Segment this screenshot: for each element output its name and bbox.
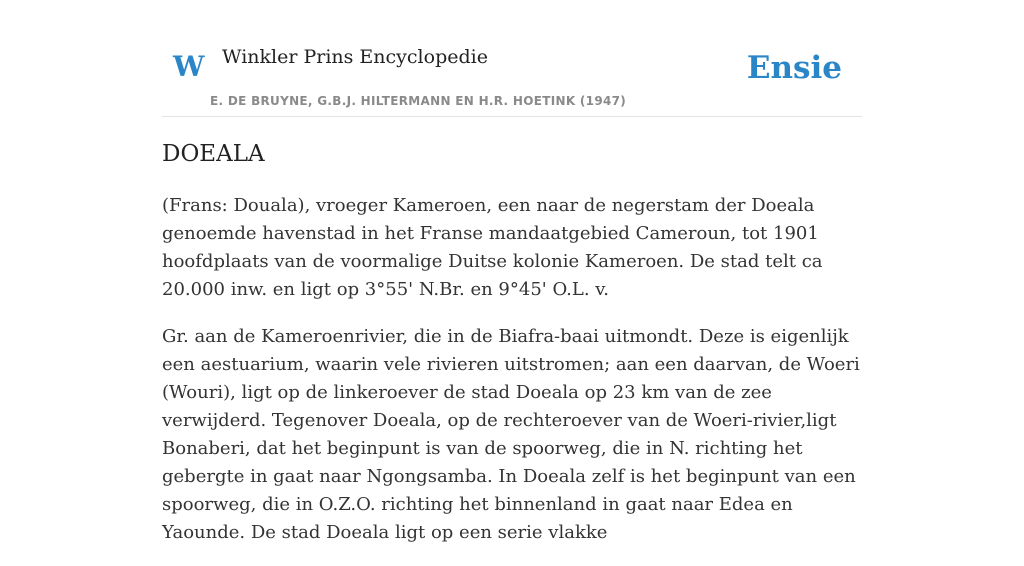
source-title-link[interactable]: Winkler Prins Encyclopedie (222, 46, 488, 68)
entry-body (162, 192, 862, 566)
ensie-logo[interactable]: Ensie (746, 50, 842, 86)
source-header (162, 0, 862, 117)
entry-paragraph: (Frans: Douala), vroeger Kameroen, een naar de negerstam der Doeala genoemde havenstad in het Franse mandaatgebied Cameroun, tot 1901 hoofdplaats van de voormalige Duitse kolonie Kameroen. De stad telt ca 20.000 inw. en ligt op 3°55' N.Br. en 9°45' O.L. v. (162, 195, 823, 300)
page (162, 0, 862, 543)
entry-title: DOEALA (162, 141, 265, 167)
source-authors: E. DE BRUYNE, G.B.J. HILTERMANN EN H.R. HOETINK (1947) (210, 94, 627, 108)
winkler-prins-logo-icon[interactable]: W (173, 50, 205, 83)
entry-paragraph: Gr. aan de Kameroenrivier, die in de Biafra-baai uitmondt. Deze is eigenlijk een aestuarium, waarin vele rivieren uitstromen; aan een daarvan, de Woeri (Wouri), ligt op de linkeroever de stad Doeala op 23 km van de zee verwijderd. Tegenover Doeala, op de rechteroever van de Woeri-rivier,ligt Bonaberi, dat het beginpunt is van de spoorweg, die in N. richting het gebergte in gaat naar Ngongsamba. In Doeala zelf is het beginpunt van een spoorweg, die in O.Z.O. richting het binnenland in gaat naar Edea en Yaounde. De stad Doeala ligt op een serie vlakke (162, 326, 860, 543)
